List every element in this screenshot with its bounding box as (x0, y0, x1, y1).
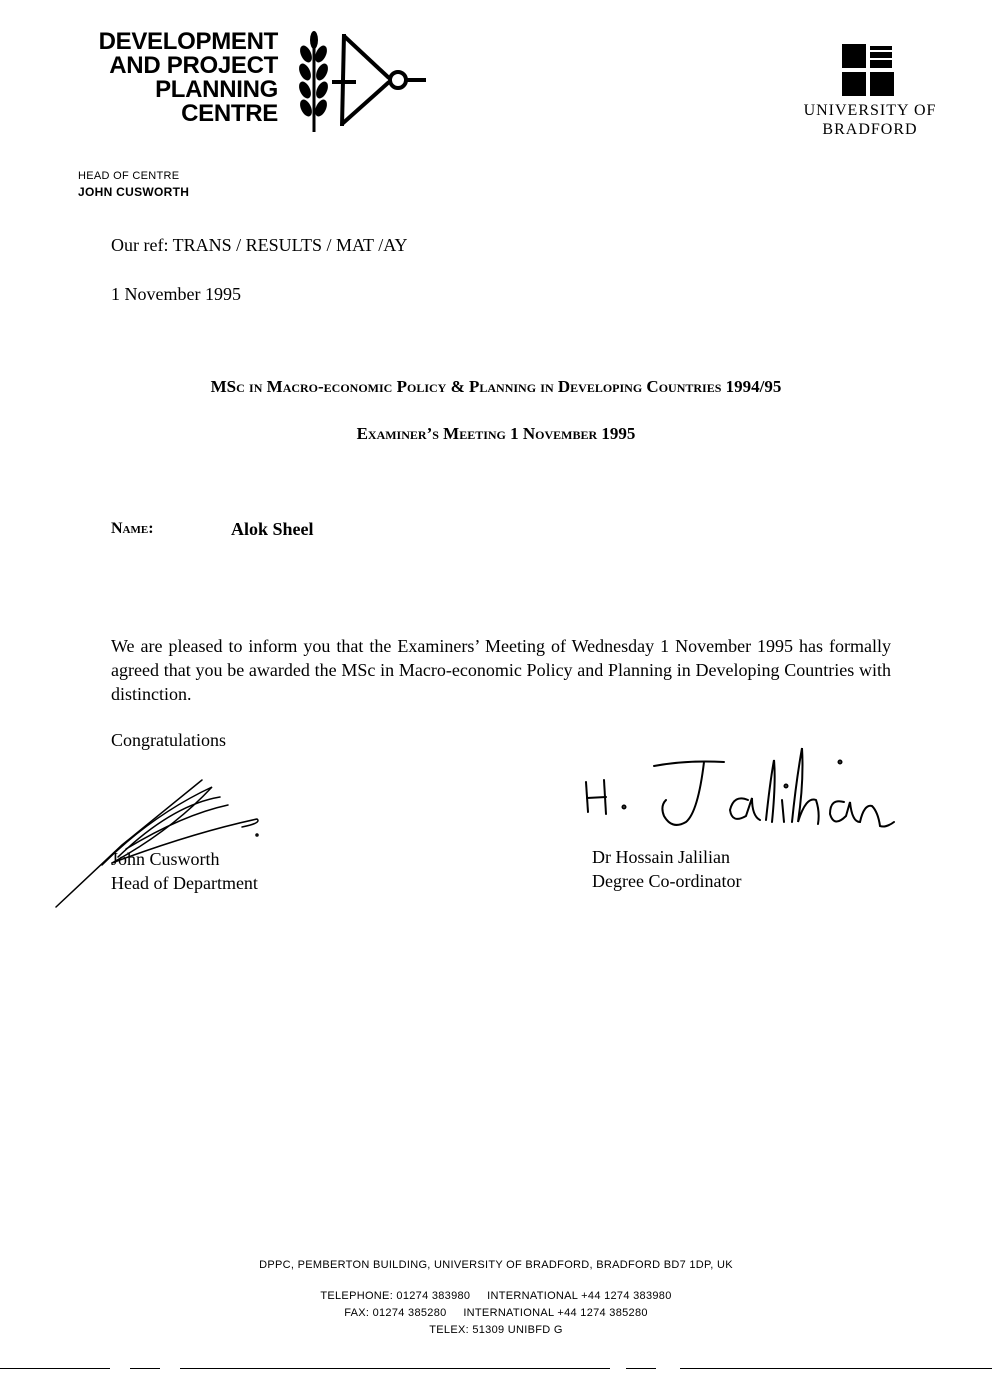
signatory-right-role: Degree Co-ordinator (592, 871, 742, 891)
footer-rule (626, 1368, 656, 1369)
reference: Our ref: TRANS / RESULTS / MAT /AY (111, 235, 408, 255)
footer-address: DPPC, PEMBERTON BUILDING, UNIVERSITY OF BRADFORD, BRADFORD BD7 1DP, UK (259, 1259, 733, 1271)
university-line: UNIVERSITY OF (803, 102, 937, 119)
dppc-line: DEVELOPMENT (98, 28, 278, 55)
signatory-left-name: John Cusworth (111, 849, 220, 869)
footer-fax: FAX: 01274 385280 INTERNATIONAL +44 1274 385280 (344, 1307, 648, 1319)
closing: Congratulations (111, 730, 226, 750)
university-logo-icon (842, 44, 894, 96)
signatory-right-name: Dr Hossain Jalilian (592, 847, 730, 867)
footer-rule (180, 1368, 610, 1369)
footer-telex: TELEX: 51309 UNIBFD G (429, 1324, 563, 1336)
signatory-left-role: Head of Department (111, 873, 258, 893)
letter-body: We are pleased to inform you that the Examiners’ Meeting of Wednesday 1 November 1995 has formally agreed that you be awarded the MSc in Macro-economic Policy and Planning in Developing Countries with distinction. (111, 636, 891, 704)
dppc-line: PLANNING (155, 76, 278, 103)
meeting-title: Examiner’s Meeting 1 November 1995 (356, 424, 636, 443)
course-title: MSc in Macro-economic Policy & Planning in Developing Countries 1994/95 (210, 377, 782, 396)
footer-rule (680, 1368, 992, 1369)
footer-rule (130, 1368, 160, 1369)
name-label: Name: (111, 520, 154, 537)
dppc-line: CENTRE (181, 100, 278, 127)
signature-right (576, 742, 911, 842)
candidate-name: Alok Sheel (231, 519, 314, 539)
university-line: BRADFORD (822, 121, 918, 138)
footer-contacts (0, 1288, 992, 1339)
footer-rule (0, 1368, 110, 1369)
head-title: HEAD OF CENTRE (78, 170, 180, 182)
dppc-line: AND PROJECT (109, 52, 278, 79)
university-name (770, 101, 970, 139)
dppc-emblem-icon (294, 30, 429, 134)
footer-telephone: TELEPHONE: 01274 383980 INTERNATIONAL +44 1274 383980 (320, 1290, 672, 1302)
signatory-left (111, 847, 258, 895)
head-name: JOHN CUSWORTH (78, 185, 190, 199)
signatory-right (592, 845, 741, 893)
letter-date: 1 November 1995 (111, 284, 241, 304)
head-of-centre-block (78, 168, 189, 200)
dppc-name (72, 30, 278, 126)
